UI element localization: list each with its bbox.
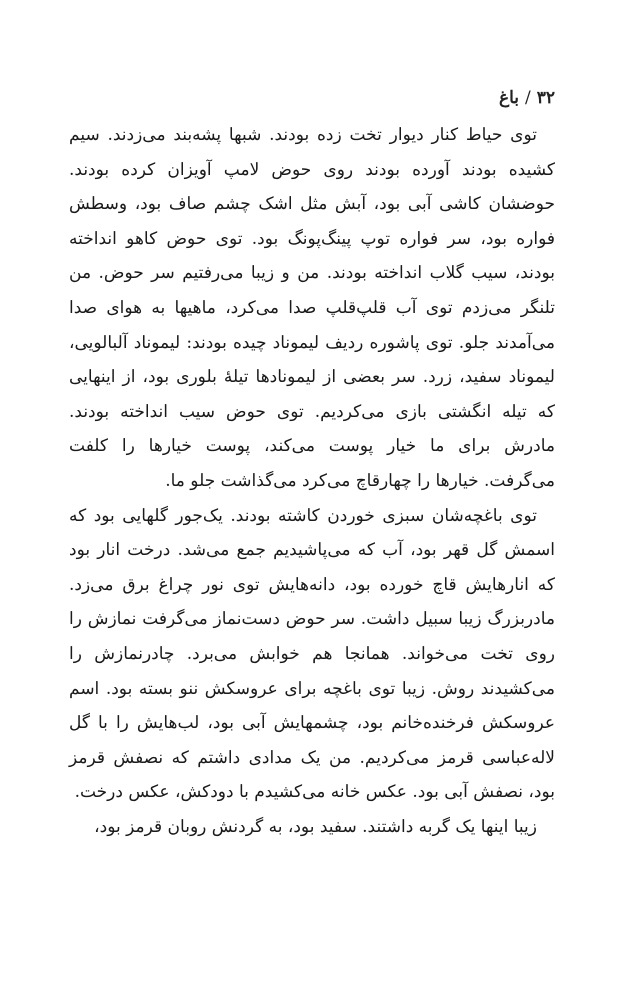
paragraph: توی باغچه‌شان سبزی خوردن کاشته بودند. یک‌جور گلهایی بود که اسمش گل قهر بود، آب که می‌پاشیدیم جمع می‌شد. درخت انار بود که انارهایش قاچ خورده بود، دانه‌هایش توی نور چراغ برق می‌زد. مادربزرگ زیبا سبیل داشت. سر حوض دست‌نماز می‌گرفت نمازش را روی تخت می‌خواند. همانجا هم خوابش می‌برد. چادرنمازش را می‌کشیدند روش. زیبا توی باغچه برای عروسکش ننو بسته بود. اسم عروسکش فرخنده‌خانم بود، چشمهایش آبی بود، لب‌هایش را با گل لاله‌عباسی قرمز می‌کردیم. من یک مدادی داشتم که نصفش قرمز بود، نصفش آبی بود. عکس خانه می‌کشیدم با دودکش، عکس درخت. [69,505,555,803]
chapter-title: باغ [498,88,519,108]
page-body [69,118,555,844]
header-separator: / [525,88,531,108]
paragraph: زیبا اینها یک گربه داشتند. سفید بود، به گردنش روبان قرمز بود، [94,816,537,837]
running-header [499,86,555,110]
paragraph: توی حیاط کنار دیوار تخت زده بودند. شبها پشه‌بند می‌زدند. سیم کشیده بودند آورده بودند روی حوض لامپ آویزان کرده بودند. حوضشان کاشی آبی بود، آبش مثل اشک چشم صاف بود، وسطش فواره بود، سر فواره توپ پینگ‌پونگ بود. توی حوض کاهو انداخته بودند، سیب گلاب انداخته بودند. من و زیبا می‌رفتیم سر حوض. من تلنگر می‌زدم توی آب قلپ‌قلپ صدا می‌کرد، ماهیها به هوای صدا می‌آمدند جلو. توی پاشوره ردیف لیموناد چیده بودند: لیموناد آلبالویی، لیموناد سفید، زرد. سر بعضی از لیمونادها تیلهٔ بلوری بود، از اینهایی که تیله انگشتی بازی می‌کردیم. توی حوض سیب انداخته بودند. مادرش برای ما خیار پوست می‌کند، پوست خیارها را کلفت می‌گرفت. خیارها را چهارقاچ می‌کرد می‌گذاشت جلو ما. [69,125,555,491]
page-number: ۳۲ [536,88,555,108]
